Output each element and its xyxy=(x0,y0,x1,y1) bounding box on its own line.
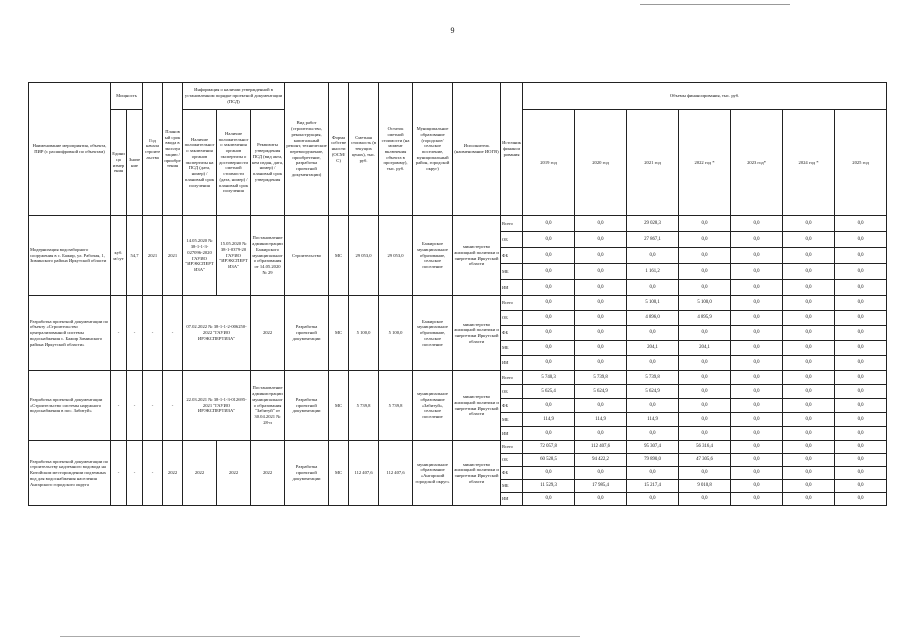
cell-funding-2025: 0,0 xyxy=(835,280,887,296)
cell-funding-2024: 0,0 xyxy=(783,356,835,371)
cell-unit: - xyxy=(111,296,127,371)
cell-funding-2025: 0,0 xyxy=(835,427,887,441)
cell-ownership: МС xyxy=(329,371,349,441)
cell-funding-2025: 0,0 xyxy=(835,399,887,413)
cell-funding-2019: 0,0 xyxy=(523,356,575,371)
header-year-2023: 2023 год* xyxy=(731,110,783,216)
cell-funding-2019: 0,0 xyxy=(523,216,575,232)
cell-funding-2024: 0,0 xyxy=(783,296,835,311)
cell-est-cost: 5 739,8 xyxy=(349,371,379,441)
cell-funding-2019: 0,0 xyxy=(523,399,575,413)
header-year-2020: 2020 год xyxy=(575,110,627,216)
cell-plan-year: 2021 xyxy=(163,216,183,296)
cell-municipality: Бажирское муниципальное образование, сельское поселение xyxy=(413,296,453,371)
cell-funding-2021: 0,0 xyxy=(627,280,679,296)
cell-funding-2021: 0,0 xyxy=(627,356,679,371)
cell-psd-cost: 2022 xyxy=(217,441,251,506)
cell-funding-2020: 17 985,4 xyxy=(575,480,627,493)
cell-work-type: Разработка проектной документации xyxy=(285,371,329,441)
header-unit: Единица измерения xyxy=(111,110,127,216)
cell-source: ИИ xyxy=(501,356,523,371)
header-psd-group: Информация о наличии утвержденной в установленном порядке проектной документации (ПСД) xyxy=(183,83,285,110)
cell-funding-2024: 0,0 xyxy=(783,399,835,413)
cell-executor: министерство жилищной политики и энергетики Иркутской области xyxy=(453,441,501,506)
cell-funding-2021: 114,9 xyxy=(627,413,679,427)
cell-unit: - xyxy=(111,441,127,506)
cell-funding-2019: 0,0 xyxy=(523,248,575,264)
cell-funding-2021: 15 217,4 xyxy=(627,480,679,493)
cell-funding-2024: 0,0 xyxy=(783,311,835,326)
cell-funding-2025: 0,0 xyxy=(835,341,887,356)
cell-psd-approval: 2022 xyxy=(251,296,285,371)
cell-funding-2020: 0,0 xyxy=(575,248,627,264)
cell-funding-2025: 0,0 xyxy=(835,454,887,467)
cell-funding-2024: 0,0 xyxy=(783,480,835,493)
cell-funding-2021: 204,1 xyxy=(627,341,679,356)
cell-start-year: - xyxy=(143,371,163,441)
cell-funding-2024: 0,0 xyxy=(783,413,835,427)
cell-funding-2019: 0,0 xyxy=(523,427,575,441)
cell-start-year: - xyxy=(143,441,163,506)
cell-funding-2020: 0,0 xyxy=(575,341,627,356)
cell-funding-2019: 60 528,5 xyxy=(523,454,575,467)
cell-funding-2020: 0,0 xyxy=(575,296,627,311)
cell-funding-2025: 0,0 xyxy=(835,413,887,427)
cell-source: МБ xyxy=(501,341,523,356)
cell-funding-2023: 0,0 xyxy=(731,385,783,399)
cell-start-year: - xyxy=(143,296,163,371)
cell-funding-2019: 0,0 xyxy=(523,280,575,296)
cell-funding-2023: 0,0 xyxy=(731,441,783,454)
cell-source: ОБ xyxy=(501,311,523,326)
cell-funding-2022: 0,0 xyxy=(679,399,731,413)
cell-funding-2019: 0,0 xyxy=(523,467,575,480)
header-year-2021: 2021 год xyxy=(627,110,679,216)
cell-ownership: МС xyxy=(329,216,349,296)
cell-funding-2020: 5 739,8 xyxy=(575,371,627,385)
header-value: Значение xyxy=(127,110,143,216)
header-psd-expertise: Наличие положительного заключения органов экспертизы на ПСД (дата, номер) / плановый срок получения xyxy=(183,110,217,216)
cell-funding-2025: 0,0 xyxy=(835,371,887,385)
header-source: Источник финансирования xyxy=(501,83,523,216)
cell-municipality: муниципальное образование «Ангарский городской округ» xyxy=(413,441,453,506)
cell-funding-2020: 5 624,9 xyxy=(575,385,627,399)
cell-funding-2024: 0,0 xyxy=(783,264,835,280)
cell-value: 54,7 xyxy=(127,216,143,296)
cell-funding-2024: 0,0 xyxy=(783,441,835,454)
cell-funding-2022: 4 895,9 xyxy=(679,311,731,326)
cell-remaining-cost: 112 407,6 xyxy=(379,441,413,506)
header-ownership: Форма собственности (ОСМ/С) xyxy=(329,83,349,216)
cell-funding-2020: 114,9 xyxy=(575,413,627,427)
financing-table xyxy=(28,82,887,506)
cell-funding-2022: 0,0 xyxy=(679,356,731,371)
cell-funding-2025: 0,0 xyxy=(835,264,887,280)
cell-funding-2023: 0,0 xyxy=(731,493,783,506)
cell-name: Разработка проектной документации «Строительство системы наружного водоснабжения в пос. Забитуй» xyxy=(29,371,111,441)
cell-funding-2024: 0,0 xyxy=(783,467,835,480)
cell-funding-2020: 0,0 xyxy=(575,216,627,232)
cell-funding-2022: 0,0 xyxy=(679,280,731,296)
cell-funding-2020: 0,0 xyxy=(575,264,627,280)
cell-remaining-cost: 5 739,8 xyxy=(379,371,413,441)
cell-funding-2021: 4 896,0 xyxy=(627,311,679,326)
cell-unit: куб. м/сут xyxy=(111,216,127,296)
cell-funding-2025: 0,0 xyxy=(835,248,887,264)
cell-funding-2020: 0,0 xyxy=(575,311,627,326)
cell-funding-2025: 0,0 xyxy=(835,493,887,506)
cell-funding-2022: 204,1 xyxy=(679,341,731,356)
cell-funding-2023: 0,0 xyxy=(731,427,783,441)
cell-est-cost: 112 407,6 xyxy=(349,441,379,506)
cell-source: МБ xyxy=(501,264,523,280)
cell-plan-year: 2022 xyxy=(163,441,183,506)
cell-funding-2021: 5 739,8 xyxy=(627,371,679,385)
cell-funding-2022: 0,0 xyxy=(679,493,731,506)
cell-funding-2025: 0,0 xyxy=(835,326,887,341)
cell-funding-2021: 29 028,3 xyxy=(627,216,679,232)
header-start-year: Год начала строительства xyxy=(143,83,163,216)
cell-ownership: МС xyxy=(329,296,349,371)
cell-funding-2019: 5 740,3 xyxy=(523,371,575,385)
cell-funding-2019: 5 625,4 xyxy=(523,385,575,399)
header-row-1 xyxy=(29,83,887,110)
cell-funding-2020: 94 422,2 xyxy=(575,454,627,467)
cell-remaining-cost: 5 100,0 xyxy=(379,296,413,371)
cell-psd-expertise: 07.02.2022 № 38-1-1-2-006250-2022 "ГАУИО ИРЭКСПЕРТИЗА" xyxy=(183,296,251,371)
cell-funding-2022: 0,0 xyxy=(679,427,731,441)
cell-value: - xyxy=(127,371,143,441)
cell-psd-expertise: 2022 xyxy=(183,441,217,506)
cell-funding-2020: 112 407,6 xyxy=(575,441,627,454)
header-funding-group: Объемы финансирования, тыс. руб. xyxy=(523,83,887,110)
cell-funding-2021: 79 890,0 xyxy=(627,454,679,467)
cell-funding-2022: 0,0 xyxy=(679,232,731,248)
cell-funding-2020: 0,0 xyxy=(575,427,627,441)
cell-funding-2022: 0,0 xyxy=(679,264,731,280)
cell-executor: министерство жилищной политики и энергетики Иркутской области xyxy=(453,296,501,371)
cell-source: ОБ xyxy=(501,454,523,467)
header-name: Наименование мероприятия, объекта, ПИР (с расшифровкой по объектам) xyxy=(29,83,111,216)
cell-source: ОБ xyxy=(501,385,523,399)
cell-psd-expertise: 14.05.2020 № 38-1-1-3-027096-2020 ГАУИО "ИРЭКСПЕРТИЗА" xyxy=(183,216,217,296)
cell-funding-2024: 0,0 xyxy=(783,371,835,385)
cell-plan-year: - xyxy=(163,296,183,371)
cell-psd-approval: 2022 xyxy=(251,441,285,506)
table-row xyxy=(29,441,887,454)
cell-funding-2019: 114,9 xyxy=(523,413,575,427)
cell-funding-2024: 0,0 xyxy=(783,216,835,232)
cell-funding-2019: 0,0 xyxy=(523,296,575,311)
cell-value: - xyxy=(127,296,143,371)
cell-funding-2024: 0,0 xyxy=(783,280,835,296)
cell-remaining-cost: 29 053,0 xyxy=(379,216,413,296)
cell-funding-2019: 72 057,8 xyxy=(523,441,575,454)
cell-funding-2022: 0,0 xyxy=(679,413,731,427)
cell-funding-2021: 95 307,4 xyxy=(627,441,679,454)
cell-funding-2024: 0,0 xyxy=(783,232,835,248)
cell-est-cost: 5 100,0 xyxy=(349,296,379,371)
cell-funding-2025: 0,0 xyxy=(835,216,887,232)
cell-funding-2024: 0,0 xyxy=(783,385,835,399)
cell-funding-2022: 9 010,8 xyxy=(679,480,731,493)
cell-funding-2021: 0,0 xyxy=(627,493,679,506)
scan-edge-line xyxy=(640,4,790,5)
cell-work-type: Строительство xyxy=(285,216,329,296)
cell-funding-2019: 0,0 xyxy=(523,341,575,356)
cell-funding-2021: 0,0 xyxy=(627,248,679,264)
cell-municipality: Бажирское муниципальное образование, сельское поселение xyxy=(413,216,453,296)
cell-funding-2021: 5 624,9 xyxy=(627,385,679,399)
header-executor: Исполнитель (наименование ИОГВ) xyxy=(453,83,501,216)
cell-funding-2021: 0,0 xyxy=(627,427,679,441)
cell-funding-2025: 0,0 xyxy=(835,441,887,454)
cell-funding-2023: 0,0 xyxy=(731,341,783,356)
cell-funding-2023: 0,0 xyxy=(731,296,783,311)
cell-funding-2023: 0,0 xyxy=(731,326,783,341)
cell-funding-2021: 27 867,1 xyxy=(627,232,679,248)
header-year-2024: 2024 год * xyxy=(783,110,835,216)
cell-source: ИИ xyxy=(501,427,523,441)
cell-funding-2023: 0,0 xyxy=(731,480,783,493)
cell-funding-2024: 0,0 xyxy=(783,427,835,441)
cell-name: Разработка проектной документации по объекту «Строительство централизованной системы водоснабжения с. Бажир Зиминского района Иркутской области» xyxy=(29,296,111,371)
cell-funding-2020: 0,0 xyxy=(575,326,627,341)
header-year-2019: 2019 год xyxy=(523,110,575,216)
cell-est-cost: 29 053,0 xyxy=(349,216,379,296)
cell-funding-2021: 0,0 xyxy=(627,326,679,341)
cell-funding-2025: 0,0 xyxy=(835,480,887,493)
cell-funding-2024: 0,0 xyxy=(783,493,835,506)
cell-funding-2023: 0,0 xyxy=(731,248,783,264)
cell-funding-2022: 0,0 xyxy=(679,385,731,399)
cell-source: Всего xyxy=(501,371,523,385)
cell-funding-2022: 47 305,6 xyxy=(679,454,731,467)
cell-funding-2023: 0,0 xyxy=(731,232,783,248)
cell-funding-2024: 0,0 xyxy=(783,454,835,467)
cell-source: Всего xyxy=(501,216,523,232)
cell-source: Всего xyxy=(501,296,523,311)
cell-value: - xyxy=(127,441,143,506)
page-number: 9 xyxy=(450,26,455,35)
cell-executor: министерство жилищной политики и энергетики Иркутской области xyxy=(453,216,501,296)
cell-funding-2021: 0,0 xyxy=(627,399,679,413)
cell-funding-2021: 1 161,2 xyxy=(627,264,679,280)
table-row xyxy=(29,216,887,232)
cell-funding-2022: 0,0 xyxy=(679,371,731,385)
cell-psd-expertise: 22.03.2021 № 38-1-1-3-012695-2021 "ГАУИО ИРЭКСПЕРТИЗА" xyxy=(183,371,251,441)
cell-unit: - xyxy=(111,371,127,441)
cell-source: ФБ xyxy=(501,399,523,413)
cell-funding-2022: 0,0 xyxy=(679,216,731,232)
cell-funding-2019: 11 529,3 xyxy=(523,480,575,493)
cell-executor: министерство жилищной политики и энергетики Иркутской области xyxy=(453,371,501,441)
cell-funding-2019: 0,0 xyxy=(523,264,575,280)
cell-funding-2020: 0,0 xyxy=(575,280,627,296)
cell-funding-2022: 5 100,0 xyxy=(679,296,731,311)
cell-start-year: 2021 xyxy=(143,216,163,296)
header-psd-cost: Наличие положительного заключения органов экспертизы о достоверности сметной стоимости (дата, номер) / плановый срок получения xyxy=(217,110,251,216)
cell-funding-2023: 0,0 xyxy=(731,467,783,480)
cell-source: ФБ xyxy=(501,467,523,480)
cell-funding-2023: 0,0 xyxy=(731,264,783,280)
cell-plan-year: - xyxy=(163,371,183,441)
cell-funding-2022: 56 316,4 xyxy=(679,441,731,454)
cell-funding-2023: 0,0 xyxy=(731,413,783,427)
header-year-2022: 2022 год * xyxy=(679,110,731,216)
cell-funding-2023: 0,0 xyxy=(731,371,783,385)
cell-funding-2023: 0,0 xyxy=(731,280,783,296)
table-row xyxy=(29,371,887,385)
cell-funding-2021: 0,0 xyxy=(627,467,679,480)
cell-funding-2025: 0,0 xyxy=(835,467,887,480)
table-row xyxy=(29,296,887,311)
header-plan-year: Плановый срок ввода в эксплуатацию / приобретения xyxy=(163,83,183,216)
cell-funding-2020: 0,0 xyxy=(575,493,627,506)
cell-funding-2025: 0,0 xyxy=(835,356,887,371)
header-municipality: Муниципальное образование (городское/сельское поселение, муниципальный район, городской округ) xyxy=(413,83,453,216)
header-psd-approval: Реквизиты утверждения ПСД (вид акта, кем издан, дата, номер) / плановый срок утверждения xyxy=(251,110,285,216)
header-remaining-cost: Остаток сметной стоимости (на момент включения объекта в программу), тыс. руб. xyxy=(379,83,413,216)
cell-funding-2023: 0,0 xyxy=(731,216,783,232)
cell-funding-2020: 0,0 xyxy=(575,356,627,371)
cell-funding-2023: 0,0 xyxy=(731,356,783,371)
cell-funding-2024: 0,0 xyxy=(783,326,835,341)
cell-funding-2023: 0,0 xyxy=(731,311,783,326)
cell-funding-2019: 0,0 xyxy=(523,232,575,248)
cell-source: ИИ xyxy=(501,493,523,506)
cell-source: ФБ xyxy=(501,248,523,264)
cell-funding-2025: 0,0 xyxy=(835,296,887,311)
cell-source: Всего xyxy=(501,441,523,454)
cell-funding-2021: 5 100,1 xyxy=(627,296,679,311)
cell-psd-approval: Постановление администрации Бажирского муниципального образования от 14.05.2020 № 29 xyxy=(251,216,285,296)
cell-funding-2020: 0,0 xyxy=(575,399,627,413)
cell-funding-2024: 0,0 xyxy=(783,341,835,356)
cell-funding-2022: 0,0 xyxy=(679,467,731,480)
cell-funding-2025: 0,0 xyxy=(835,232,887,248)
cell-source: ФБ xyxy=(501,326,523,341)
scan-edge-line-bottom xyxy=(60,636,580,637)
cell-funding-2020: 0,0 xyxy=(575,232,627,248)
cell-psd-approval: Постановление администрации муниципального образования "Забитуй" от 30.04.2021 № 28-п xyxy=(251,371,285,441)
cell-funding-2019: 0,0 xyxy=(523,311,575,326)
cell-ownership: МС xyxy=(329,441,349,506)
cell-funding-2023: 0,0 xyxy=(731,399,783,413)
cell-source: МБ xyxy=(501,480,523,493)
cell-work-type: Разработка проектной документации xyxy=(285,441,329,506)
cell-funding-2023: 0,0 xyxy=(731,454,783,467)
header-est-cost: Сметная стоимость (в текущих ценах), тыс. руб. xyxy=(349,83,379,216)
cell-funding-2020: 0,0 xyxy=(575,467,627,480)
cell-funding-2022: 0,0 xyxy=(679,326,731,341)
cell-source: ИИ xyxy=(501,280,523,296)
cell-municipality: муниципальное образование «Забитуй», сельское поселение xyxy=(413,371,453,441)
header-year-2025: 2025 год xyxy=(835,110,887,216)
cell-funding-2019: 0,0 xyxy=(523,326,575,341)
cell-source: ОБ xyxy=(501,232,523,248)
cell-psd-cost: 15.05.2020 № 38-1-0379-20 ГАУИО "ИРЭКСПЕРТИЗА" xyxy=(217,216,251,296)
cell-funding-2024: 0,0 xyxy=(783,248,835,264)
cell-name: Разработка проектной документации по строительству надземного водовода на Китойском месторождении подземных вод для водоснабжения населения Ангарского городского округа xyxy=(29,441,111,506)
header-capacity: Мощность xyxy=(111,83,143,110)
header-work-type: Вид работ (строительство, реконструкция, капитальный ремонт, технические перевооружение, приобретение, разработка проектной документации) xyxy=(285,83,329,216)
cell-funding-2019: 0,0 xyxy=(523,493,575,506)
cell-source: МБ xyxy=(501,413,523,427)
cell-funding-2022: 0,0 xyxy=(679,248,731,264)
cell-work-type: Разработка проектной документации xyxy=(285,296,329,371)
cell-funding-2025: 0,0 xyxy=(835,311,887,326)
cell-name: Модернизация водозаборного сооружения в с. Бажир, ул. Рабочая, 1, Зиминского района Иркутской области xyxy=(29,216,111,296)
cell-funding-2025: 0,0 xyxy=(835,385,887,399)
